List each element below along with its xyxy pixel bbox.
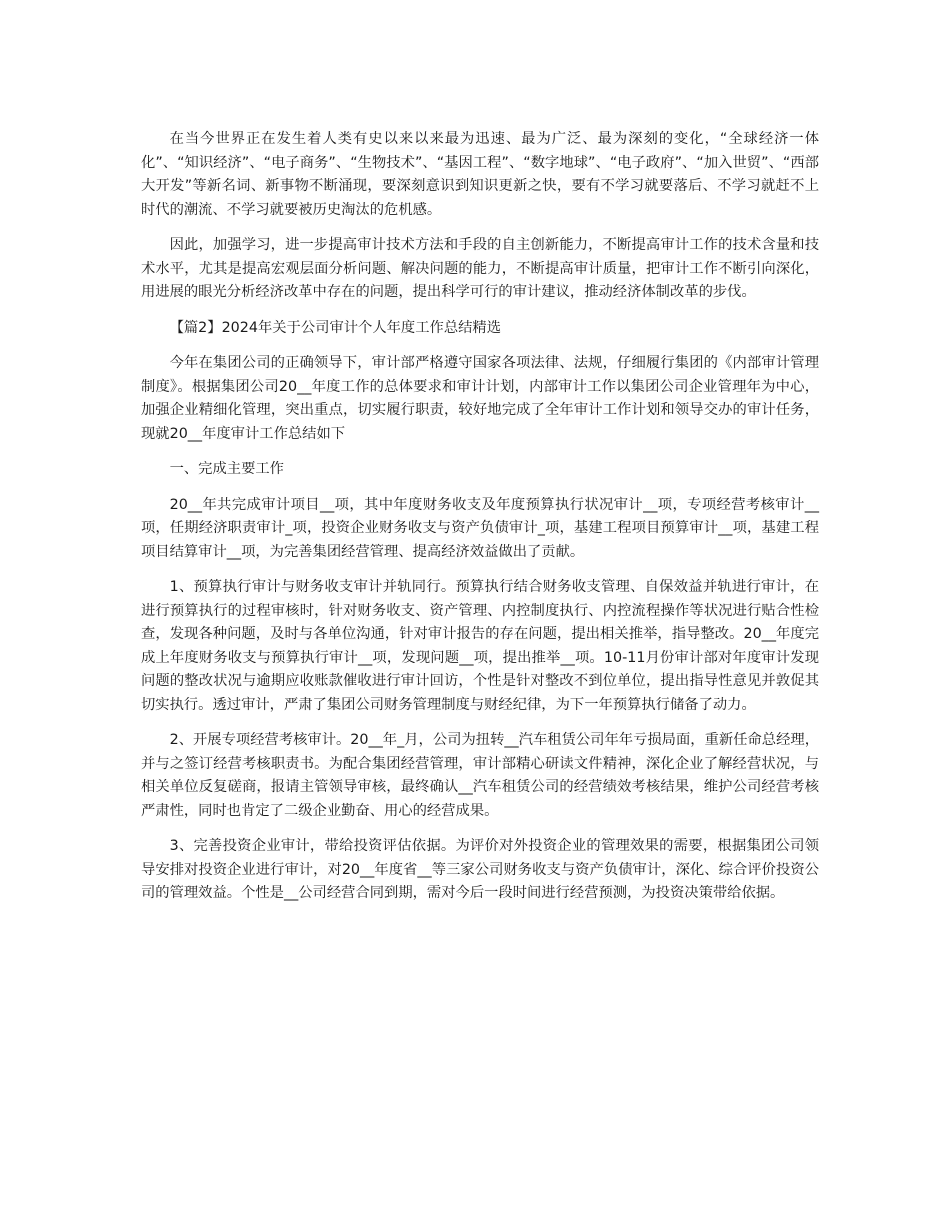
document-body — [141, 128, 819, 918]
paragraph-item-2: 2、开展专项经营考核审计。20__年_月，公司为扭转__汽车租赁公司年年亏损局面，重新任命总经理，并与之签订经营考核职责书。为配合集团经营管理，审计部精心研读文件精神，深化企业了解经营状况，与相关单位反复磋商，报请主管领导审核，最终确认__汽车租赁公司的经营绩效考核结果，维护公司经营考核严肃性，同时也肯定了二级企业勤奋、用心的经营成果。 — [141, 732, 819, 819]
section-title: 【篇2】2024年关于公司审计个人年度工作总结精选 — [169, 319, 502, 336]
paragraph-intro: 在当今世界正在发生着人类有史以来以来最为迅速、最为广泛、最为深刻的变化，“全球经济一体化”、“知识经济”、“电子商务”、“生物技术”、“基因工程”、“数字地球”、“电子政府”、“加入世贸”、“西部大开发”等新名词、新事物不断涌现，要深刻意识到知识更新之快，要有不学习就要落后、不学习就赶不上时代的潮流、不学习就要被历史淘汰的危机感。 — [141, 131, 819, 218]
paragraph-projects-summary: 20__年共完成审计项目__项，其中年度财务收支及年度预算执行状况审计__项，专项经营考核审计__项，任期经济职责审计_项，投资企业财务收支与资产负债审计_项，基建工程项目预算审计__项，基建工程项目结算审计__项，为完善集团经营管理、提高经济效益做出了贡献。 — [141, 496, 819, 560]
paragraph-overview: 今年在集团公司的正确领导下，审计部严格遵守国家各项法律、法规，仔细履行集团的《内部审计管理制度》。根据集团公司20__年度工作的总体要求和审计计划，内部审计工作以集团公司企业管理年为中心，加强企业精细化管理，突出重点，切实履行职责，较好地完成了全年审计工作计划和领导交办的审计任务，现就20__年度审计工作总结如下 — [141, 355, 819, 442]
paragraph-item-3: 3、完善投资企业审计，带给投资评估依据。为评价对外投资企业的管理效果的需要，根据集团公司领导安排对投资企业进行审计，对20__年度省__等三家公司财务收支与资产负债审计，深化、综合评价投资公司的管理效益。个性是__公司经营合同到期，需对今后一段时间进行经营预测，为投资决策带给依据。 — [141, 838, 819, 901]
paragraph-learning: 因此，加强学习，进一步提高审计技术方法和手段的自主创新能力，不断提高审计工作的技术含量和技术水平，尤其是提高宏观层面分析问题、解决问题的能力，不断提高审计质量，把审计工作不断引向深化，用进展的眼光分析经济改革中存在的问题，提出科学可行的审计建议，推动经济体制改革的步伐。 — [141, 237, 819, 300]
paragraph-item-1: 1、预算执行审计与财务收支审计并轨同行。预算执行结合财务收支管理、自保效益并轨进行审计，在进行预算执行的过程审核时，针对财务收支、资产管理、内控制度执行、内控流程操作等状况进行贴合性检查，发现各种问题，及时与各单位沟通，针对审计报告的存在问题，提出相关推举，指导整改。20__年度完成上年度财务收支与预算执行审计__项，发现问题__项，提出推举__项。10-11月份审计部对年度审计发现问题的整改状况与逾期应收账款催收进行审计回访，个性是针对整改不到位单位，提出指导性意见并敦促其切实执行。透过审计，严肃了集团公司财务管理制度与财经纪律，为下一年预算执行储备了动力。 — [141, 579, 819, 713]
section-heading-main-work: 一、完成主要工作 — [169, 461, 284, 477]
